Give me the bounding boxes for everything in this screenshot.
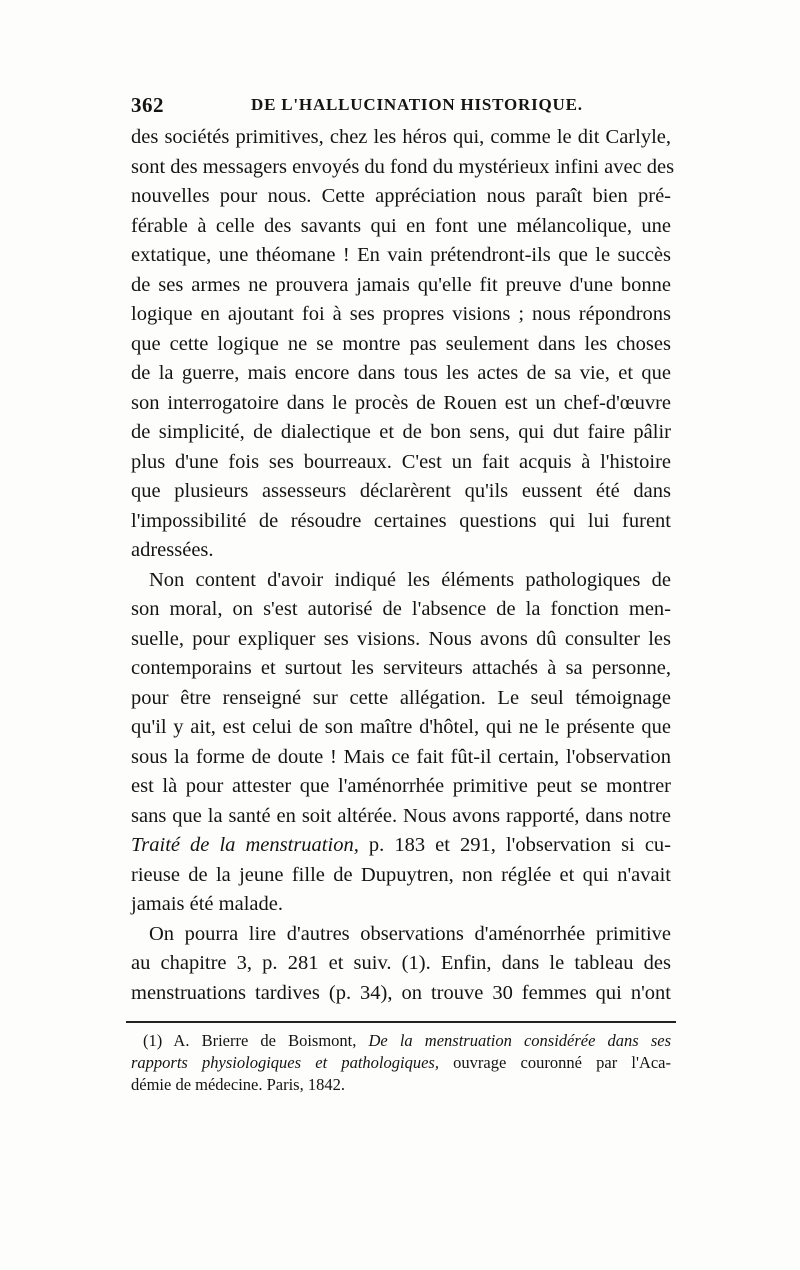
text-line: sous la forme de doute ! Mais ce fait fût-il certain, l'observation <box>131 745 671 768</box>
text-line: sans que la santé en soit altérée. Nous avons rapporté, dans notre <box>131 804 671 827</box>
paragraph <box>131 123 675 566</box>
text-line: plus d'une fois ses bourreaux. C'est un fait acquis à l'histoire <box>131 450 671 473</box>
running-head: DE L'HALLUCINATION HISTORIQUE. <box>251 95 583 114</box>
footnote <box>131 1030 671 1096</box>
footnote-line: démie de médecine. Paris, 1842. <box>131 1075 345 1094</box>
text-line: rieuse de la jeune fille de Dupuytren, non réglée et qui n'avait <box>131 863 671 886</box>
italic-title: rapports physiologiques et pathologiques, <box>131 1053 439 1072</box>
text-line: pour être renseigné sur cette allégation. Le seul témoignage <box>131 686 671 709</box>
footnote-divider <box>126 1021 676 1023</box>
text-line: que cette logique ne se montre pas seulement dans les choses <box>131 332 671 355</box>
text-line: est là pour attester que l'aménorrhée primitive peut se montrer <box>131 775 671 797</box>
text-line: que plusieurs assesseurs déclarèrent qu'ils eussent été dans <box>131 480 671 502</box>
text-line: des sociétés primitives, chez les héros qui, comme le dit Carlyle, <box>131 126 671 148</box>
text-line: de ses armes ne prouvera jamais qu'elle fit preuve d'une bonne <box>131 273 671 296</box>
text-line: Non content d'avoir indiqué les éléments pathologiques de <box>149 568 671 591</box>
paragraph <box>131 920 671 1009</box>
text-line: logique en ajoutant foi à ses propres visions ; nous répondrons <box>131 303 671 325</box>
text-line: adressées. <box>131 539 214 561</box>
text-line: son moral, on s'est autorisé de l'absence de la fonction men- <box>131 598 671 620</box>
page-header <box>131 93 671 123</box>
text-line: de la guerre, mais encore dans tous les actes de sa vie, et que <box>131 362 671 384</box>
text-line: au chapitre 3, p. 281 et suiv. (1). Enfin, dans le tableau des <box>131 952 671 974</box>
footnote-line: rapports physiologiques et pathologiques, ouvrage couronné par l'Aca- <box>131 1053 672 1072</box>
text-line: son interrogatoire dans le procès de Rouen est un chef-d'œuvre <box>131 391 671 414</box>
text-line: l'impossibilité de résoudre certaines questions qui lui furent <box>131 509 671 532</box>
italic-title: Traité de la menstruation, <box>131 834 359 856</box>
footnote-line: (1) A. Brierre de Boismont, De la menstruation considérée dans ses <box>143 1031 671 1050</box>
paragraph <box>131 566 671 920</box>
text-line: On pourra lire d'autres observations d'aménorrhée primitive <box>149 922 671 945</box>
text-line: extatique, une théomane ! En vain prétendront-ils que le succès <box>131 244 671 266</box>
text-line: de simplicité, de dialectique et de bon sens, qui dut faire pâlir <box>131 421 671 443</box>
text-line: férable à celle des savants qui en font une mélancolique, une <box>131 214 671 237</box>
text-line: jamais été malade. <box>131 893 283 915</box>
italic-title: De la menstruation considérée dans ses <box>368 1031 671 1050</box>
text-line: nouvelles pour nous. Cette appréciation nous paraît bien pré- <box>131 185 671 207</box>
page-number: 362 <box>131 93 164 117</box>
text-line: contemporains et surtout les serviteurs attachés à sa personne, <box>131 657 671 679</box>
text-line: menstruations tardives (p. 34), on trouve 30 femmes qui n'ont <box>131 981 671 1004</box>
text-line: qu'il y ait, est celui de son maître d'hôtel, qui ne le présente que <box>131 716 671 738</box>
text-line: sont des messagers envoyés du fond du mystérieux infini avec des <box>131 155 675 178</box>
text-line: suelle, pour expliquer ses visions. Nous avons dû consulter les <box>131 627 671 650</box>
text-line-with-italic: Traité de la menstruation, p. 183 et 291, l'observation si cu- <box>131 834 671 856</box>
body-text <box>131 123 675 1008</box>
